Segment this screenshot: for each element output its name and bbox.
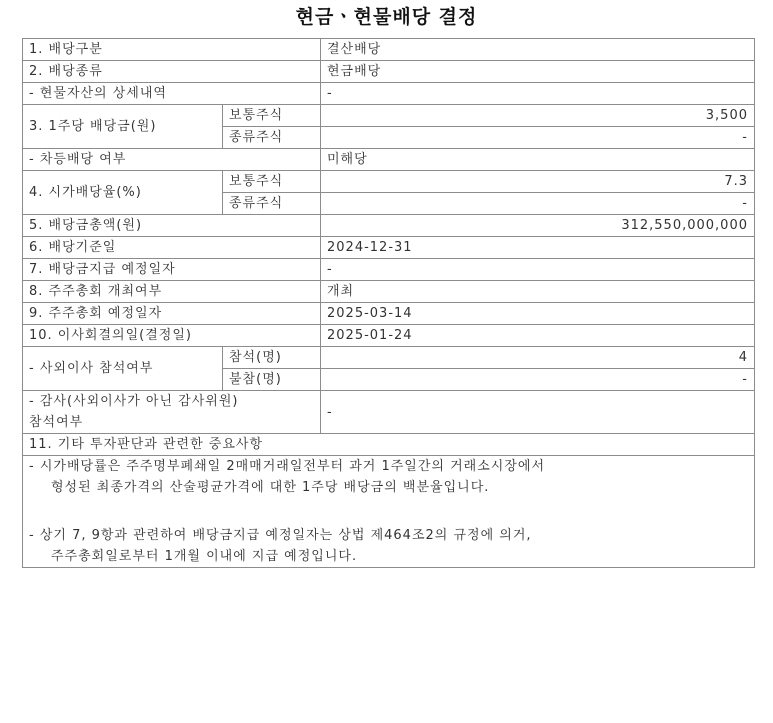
record-date-label: 6. 배당기준일 <box>23 237 321 259</box>
outside-directors-label: - 사외이사 참석여부 <box>23 347 223 391</box>
note-2-line1: - 상기 7, 9항과 관련하여 배당금지급 예정일자는 상법 제464조2의 규정에 의거, <box>29 528 532 543</box>
page-title: 현금ㆍ현물배당 결정 <box>295 6 478 28</box>
note-1-line1: - 시가배당률은 주주명부폐쇄일 2매매거래일전부터 과거 1주일간의 거래소시장에서 <box>29 459 545 474</box>
dividend-type-value: 결산배당 <box>321 39 755 61</box>
agm-date-label: 9. 주주총회 예정일자 <box>23 303 321 325</box>
dividend-type-label: 1. 배당구분 <box>23 39 321 61</box>
record-date-value: 2024-12-31 <box>321 237 755 259</box>
dps-preferred-value: - <box>321 127 755 149</box>
auditor-label-line1: - 감사(사외이사가 아닌 감사위원) <box>29 394 239 409</box>
differential-dividend-value: 미해당 <box>321 149 755 171</box>
directors-present-label: 참석(명) <box>223 347 321 369</box>
in-kind-details-value: - <box>321 83 755 105</box>
note-2-line2: 주주총회일로부터 1개월 이내에 지급 예정입니다. <box>51 549 358 564</box>
dividend-decision-table <box>22 38 755 568</box>
table-row <box>23 303 755 325</box>
directors-absent-value: - <box>321 369 755 391</box>
yield-common-label: 보통주식 <box>223 171 321 193</box>
yield-common-value: 7.3 <box>321 171 755 193</box>
table-row <box>23 39 755 61</box>
table-row <box>23 215 755 237</box>
agm-held-value: 개최 <box>321 281 755 303</box>
payment-date-label: 7. 배당금지급 예정일자 <box>23 259 321 281</box>
table-row <box>23 237 755 259</box>
note-1-line2: 형성된 최종가격의 산술평균가격에 대한 1주당 배당금의 백분율입니다. <box>51 480 490 495</box>
other-matters-notes <box>23 456 755 568</box>
table-row <box>23 391 755 434</box>
table-row <box>23 259 755 281</box>
table-row <box>23 281 755 303</box>
yield-label: 4. 시가배당율(%) <box>23 171 223 215</box>
differential-dividend-label: - 차등배당 여부 <box>23 149 321 171</box>
auditor-attendance-label <box>23 391 321 434</box>
in-kind-details-label: - 현물자산의 상세내역 <box>23 83 321 105</box>
table-row <box>23 83 755 105</box>
dps-preferred-label: 종류주식 <box>223 127 321 149</box>
payment-date-value: - <box>321 259 755 281</box>
agm-date-value: 2025-03-14 <box>321 303 755 325</box>
dps-common-label: 보통주식 <box>223 105 321 127</box>
other-matters-heading: 11. 기타 투자판단과 관련한 중요사항 <box>23 434 755 456</box>
directors-present-value: 4 <box>321 347 755 369</box>
table-row <box>23 61 755 83</box>
board-date-label: 10. 이사회결의일(결정일) <box>23 325 321 347</box>
table-row <box>23 171 755 193</box>
dps-label: 3. 1주당 배당금(원) <box>23 105 223 149</box>
table-row <box>23 456 755 568</box>
auditor-attendance-value: - <box>321 391 755 434</box>
board-date-value: 2025-01-24 <box>321 325 755 347</box>
directors-absent-label: 불참(명) <box>223 369 321 391</box>
table-row <box>23 347 755 369</box>
table-row <box>23 434 755 456</box>
total-dividend-value: 312,550,000,000 <box>321 215 755 237</box>
total-dividend-label: 5. 배당금총액(원) <box>23 215 321 237</box>
agm-held-label: 8. 주주총회 개최여부 <box>23 281 321 303</box>
dividend-kind-label: 2. 배당종류 <box>23 61 321 83</box>
table-row <box>23 105 755 127</box>
dividend-kind-value: 현금배당 <box>321 61 755 83</box>
table-row <box>23 149 755 171</box>
note-spacer <box>29 498 748 525</box>
yield-preferred-value: - <box>321 193 755 215</box>
auditor-label-line2: 참석여부 <box>29 415 84 430</box>
dps-common-value: 3,500 <box>321 105 755 127</box>
yield-preferred-label: 종류주식 <box>223 193 321 215</box>
table-row <box>23 325 755 347</box>
